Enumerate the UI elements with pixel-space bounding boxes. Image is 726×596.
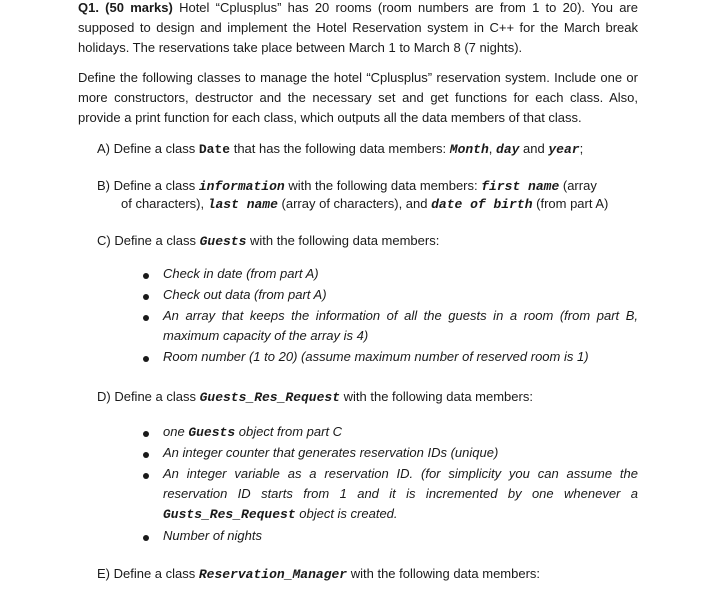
class-guests-res-request: Guests_Res_Request: [199, 390, 341, 405]
intro-line-1: Q1. (50 marks) Hotel “Cplusplus” has 20 rooms (room numbers are from 1 to 20). You are: [78, 0, 638, 15]
part-e: E) Define a class Reservation_Manager with the following data members:: [97, 566, 541, 582]
define-paragraph: [78, 68, 638, 128]
part-b-line-2: of characters), last name (array of characters), and date of birth (from part A): [121, 196, 609, 212]
bullet-icon: [143, 294, 149, 300]
bullet-icon: [143, 356, 149, 362]
class-guests: Guests: [199, 234, 247, 249]
list-item: Check out data (from part A): [163, 287, 327, 302]
bullet-icon: [143, 452, 149, 458]
list-item: An integer counter that generates reservation IDs (unique): [163, 445, 499, 460]
part-c: C) Define a class Guests with the following data members:: [97, 233, 440, 249]
bullet-icon: [143, 273, 149, 279]
list-item: An array that keeps the information of all the guests in a room (from part B,: [163, 308, 638, 323]
class-date: Date: [198, 142, 231, 157]
list-item: Room number (1 to 20) (assume maximum number of reserved room is 1): [163, 349, 589, 364]
list-item-continued: maximum capacity of the array is 4): [163, 328, 369, 343]
list-item: An integer variable as a reservation ID. (for simplicity you can assume the: [163, 466, 638, 481]
part-d: D) Define a class Guests_Res_Request with the following data members:: [97, 389, 533, 405]
list-item: Check in date (from part A): [163, 266, 319, 281]
bullet-icon: [143, 431, 149, 437]
define-line-2: more constructors, destructor and the necessary set and get functions for each class. Also,: [78, 90, 638, 105]
part-b: B) Define a class information with the following data members: first name (array: [97, 178, 597, 194]
define-line-1: Define the following classes to manage the hotel “Cplusplus” reservation system. Include one or: [78, 70, 638, 85]
part-a: A) Define a class Date that has the following data members: Month, day and year;: [97, 141, 584, 157]
define-line-3: provide a print function for each class, which outputs all the data members of that class.: [78, 110, 582, 125]
question-intro: [78, 0, 638, 58]
list-item-continued: Gusts_Res_Request object is created.: [163, 506, 398, 522]
class-reservation-manager: Reservation_Manager: [198, 567, 348, 582]
intro-line-3: holidays. The reservations take place between March 1 to March 8 (7 nights).: [78, 40, 523, 55]
question-label: Q1. (50 marks): [78, 0, 173, 15]
class-information: information: [198, 179, 285, 194]
list-item: Number of nights: [163, 528, 262, 543]
bullet-icon: [143, 473, 149, 479]
intro-line-2: supposed to design and implement the Hotel Reservation system in C++ for the March break: [78, 20, 638, 35]
bullet-icon: [143, 535, 149, 541]
list-item-continued: reservation ID starts from 1 and it is incremented by one whenever a: [163, 486, 638, 501]
list-item: one Guests object from part C: [163, 424, 343, 440]
bullet-icon: [143, 315, 149, 321]
